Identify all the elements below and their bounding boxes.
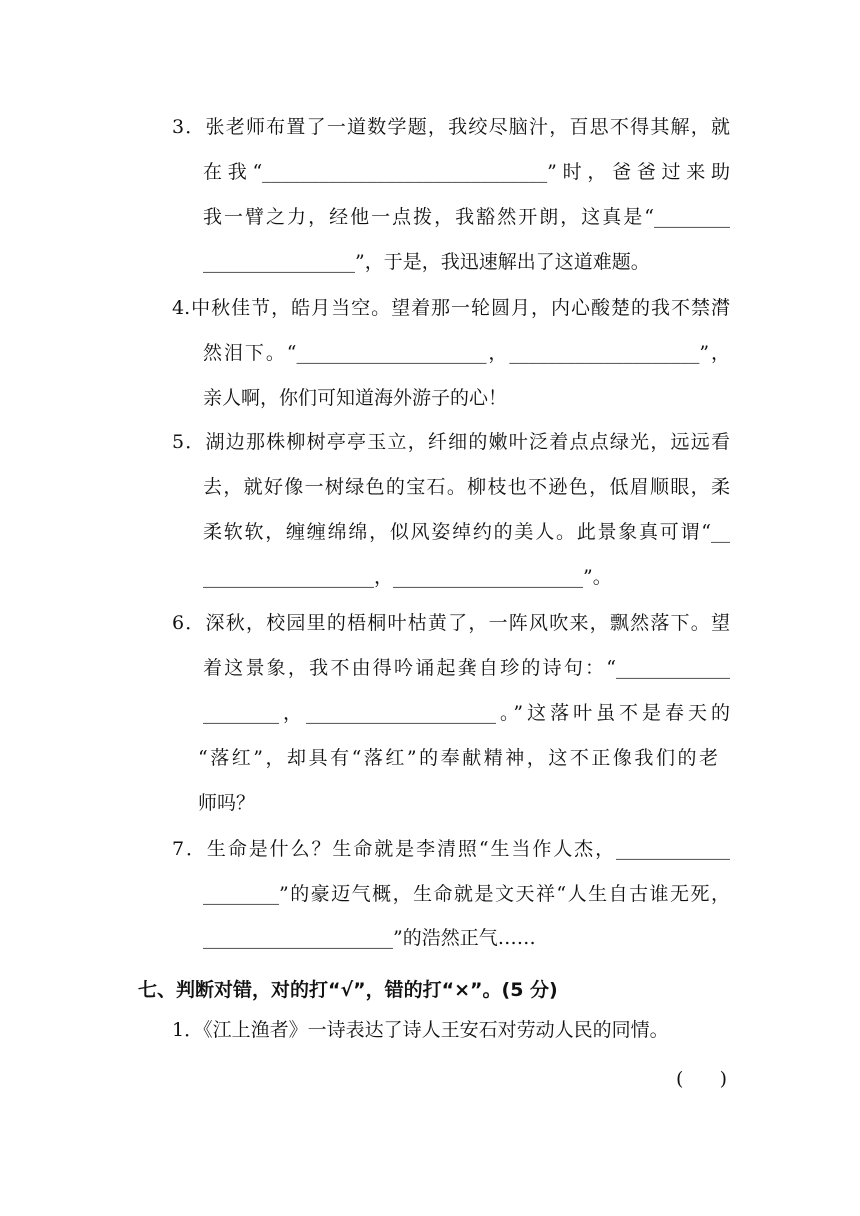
item-6-line-4: “落红”，却具有“落红”的奉献精神，这不正像我们的老: [198, 747, 718, 769]
item-5-line-3: 柔软软，缠缠绵绵，似风姿绰约的美人。此景象真可谓“__: [203, 521, 730, 543]
section-title: 七、判断对错，对的打“√”，错的打“×”。(5 分): [138, 979, 558, 1001]
item-4-line-2: 然泪下。“____________________，____________________”，: [203, 342, 730, 364]
item-4-line-1: 4.中秋佳节，皓月当空。望着那一轮圆月，内心酸楚的我不禁潸: [172, 297, 730, 319]
item-7-line-1: 7．生命是什么？生命就是李清照“生当作人杰，____________: [172, 838, 730, 860]
item-5-line-4: __________________，____________________”。: [203, 566, 612, 588]
item-7-line-2: ________”的豪迈气概，生命就是文天祥“人生自古谁无死，: [203, 883, 730, 905]
item-5-line-2: 去，就好像一树绿色的宝石。柳枝也不逊色，低眉顺眼，柔: [203, 476, 730, 498]
item-6-line-1: 6．深秋，校园里的梧桐叶枯黄了，一阵风吹来，飘然落下。望: [172, 612, 730, 634]
item-3-line-2: 在我“______________________________”时，爸爸过来助: [203, 161, 730, 183]
judge-item-1: 1．《江上渔者》一诗表达了诗人王安石对劳动人民的同情。: [172, 1019, 669, 1041]
item-6-line-5: 师吗？: [198, 792, 256, 814]
answer-bracket[interactable]: ( ): [676, 1068, 728, 1090]
item-5-line-1: 5．湖边那株柳树亭亭玉立，纤细的嫩叶泛着点点绿光，远远看: [172, 431, 730, 453]
item-3-line-1: 3．张老师布置了一道数学题，我绞尽脑汁，百思不得其解，就: [172, 116, 730, 138]
item-7-line-3: ____________________”的浩然正气……: [203, 927, 536, 949]
item-3-line-3: 我一臂之力，经他一点拨，我豁然开朗，这真是“________: [203, 206, 730, 228]
item-4-line-3: 亲人啊，你们可知道海外游子的心！: [203, 387, 508, 409]
item-3-line-4: ________________”，于是，我迅速解出了这道难题。: [203, 251, 650, 273]
item-6-line-3: ________，____________________。”这落叶虽不是春天的: [203, 702, 730, 724]
item-6-line-2: 着这景象，我不由得吟诵起龚自珍的诗句：“____________: [203, 657, 730, 679]
